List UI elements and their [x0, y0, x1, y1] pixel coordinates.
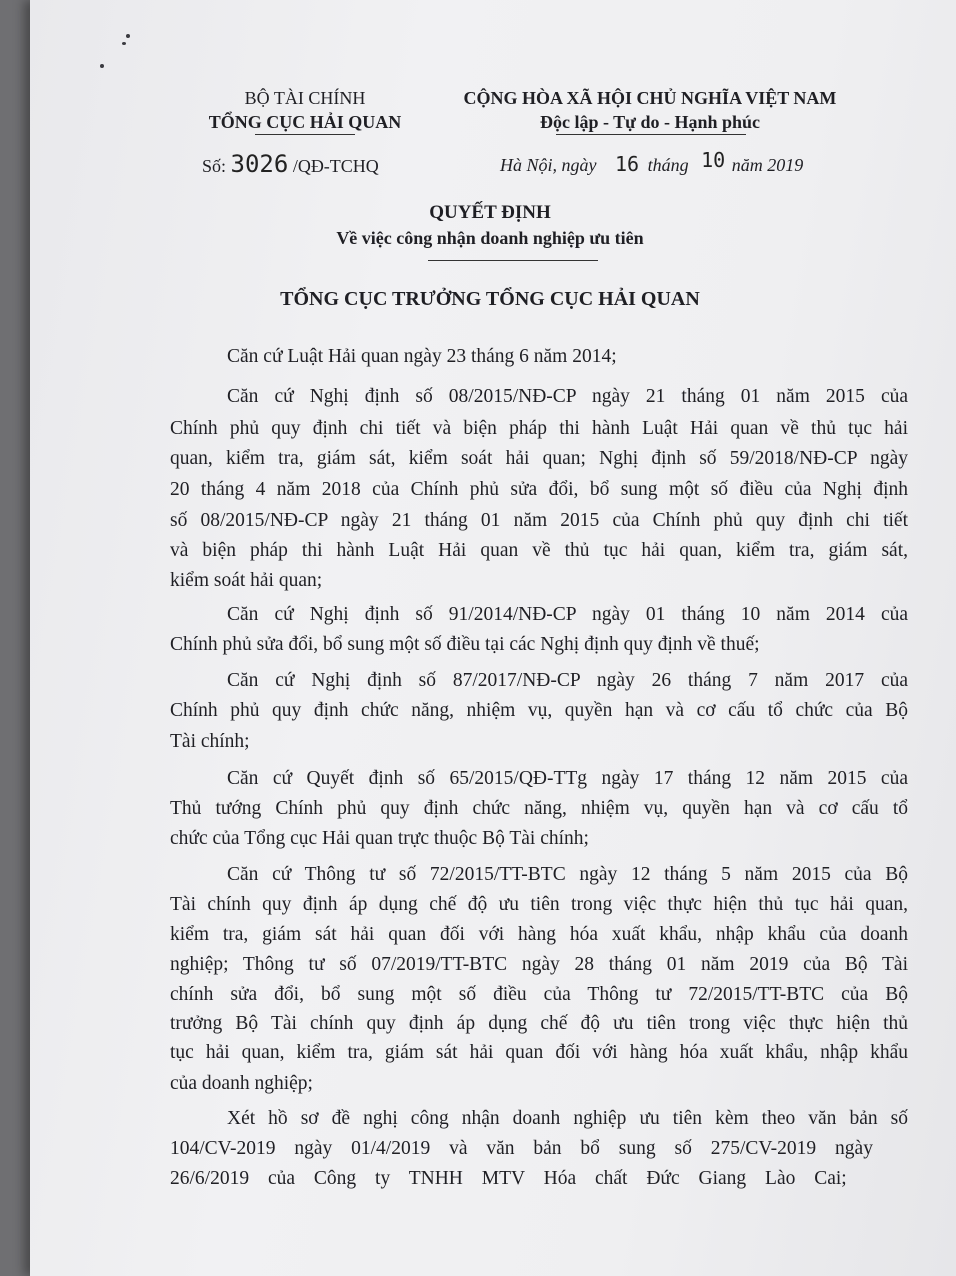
issue-date [500, 148, 804, 176]
header-left-underline [255, 134, 355, 135]
body-text-line: Tài chính quy định áp dụng chế độ ưu tiên trong việc thực hiện thủ tục hải quan, [170, 894, 908, 915]
document-subject: Về việc công nhận doanh nghiệp ưu tiên [336, 228, 644, 248]
body-text-line: Chính phủ quy định chức năng, nhiệm vụ, quyền hạn và cơ cấu tổ chức của Bộ [170, 700, 908, 721]
issuing-authority: TỔNG CỤC TRƯỞNG TỔNG CỤC HẢI QUAN [280, 288, 700, 310]
body-text-line: nghiệp; Thông tư số 07/2019/TT-BTC ngày 28 tháng 01 năm 2019 của Bộ Tài [170, 954, 908, 975]
subject-underline [428, 260, 598, 261]
document-number [202, 150, 379, 178]
body-text-line: Căn cứ Quyết định số 65/2015/QĐ-TTg ngày 17 tháng 12 năm 2015 của [227, 768, 908, 789]
body-text-line: chính sửa đổi, bổ sung một số điều của Thông tư 72/2015/TT-BTC của Bộ [170, 984, 908, 1005]
national-motto: Độc lập - Tự do - Hạnh phúc [539, 112, 761, 132]
body-text-line: kiểm soát hải quan; [170, 570, 323, 591]
body-text-line: Tài chính; [170, 731, 250, 752]
header-left [190, 86, 420, 134]
body-text-line: số 08/2015/NĐ-CP ngày 21 tháng 01 năm 2015 của Chính phủ quy định chi tiết [170, 510, 908, 531]
body-text-line: của doanh nghiệp; [170, 1073, 313, 1094]
body-text-line: 20 tháng 4 năm 2018 của Chính phủ sửa đổi, bổ sung một số điều của Nghị định [170, 479, 908, 500]
date-month: 10 [701, 148, 726, 172]
body-text-line: Thủ tướng Chính phủ quy định chức năng, nhiệm vụ, quyền hạn và cơ cấu tổ [170, 798, 908, 819]
body-text-line: Căn cứ Thông tư số 72/2015/TT-BTC ngày 12 tháng 5 năm 2015 của Bộ [227, 864, 908, 885]
header-right [450, 86, 850, 134]
body-text-line: Căn cứ Nghị định số 91/2014/NĐ-CP ngày 01 tháng 10 năm 2014 của [227, 604, 908, 625]
department-name: TỔNG CỤC HẢI QUAN [208, 112, 402, 132]
body-text-line: chức của Tổng cục Hải quan trực thuộc Bộ Tài chính; [170, 828, 589, 849]
body-text-line: Chính phủ sửa đổi, bổ sung một số điều tại các Nghị định quy định về thuế; [170, 634, 760, 655]
document-page [30, 0, 956, 1276]
date-year: năm 2019 [731, 155, 804, 175]
date-day: 16 [615, 152, 640, 176]
ministry-name: BỘ TÀI CHÍNH [244, 88, 366, 108]
body-text-line: Căn cứ Nghị định số 87/2017/NĐ-CP ngày 26 tháng 7 năm 2017 của [227, 670, 908, 691]
body-text-line: trưởng Bộ Tài chính quy định áp dụng chế độ ưu tiên trong việc thực hiện thủ [170, 1013, 908, 1034]
body-text-line: tục hải quan, kiểm tra, giám sát hải quan đối với hàng hóa xuất khẩu, nhập khẩu [170, 1042, 908, 1063]
punch-mark [100, 64, 104, 68]
punch-mark [122, 42, 126, 45]
body-text-line: Chính phủ quy định chi tiết và biện pháp thi hành Luật Hải quan về thủ tục hải [170, 418, 908, 439]
body-text-line: và biện pháp thi hành Luật Hải quan về thủ tục hải quan, kiểm tra, giám sát, [170, 540, 908, 561]
body-text-line: 26/6/2019 của Công ty TNHH MTV Hóa chất Đức Giang Lào Cai; [170, 1168, 847, 1189]
country-name: CỘNG HÒA XÃ HỘI CHỦ NGHĨA VIỆT NAM [463, 88, 837, 108]
punch-mark [126, 34, 130, 38]
date-month-label: tháng [647, 155, 689, 175]
body-text-line: Căn cứ Nghị định số 08/2015/NĐ-CP ngày 21 tháng 01 năm 2015 của [227, 386, 908, 407]
number-suffix: /QĐ-TCHQ [292, 156, 379, 176]
body-text-line: 104/CV-2019 ngày 01/4/2019 và văn bản bổ sung số 275/CV-2019 ngày [170, 1138, 873, 1159]
date-place: Hà Nội, ngày [500, 155, 597, 175]
number-prefix: Số: [202, 156, 227, 176]
body-text-line: Căn cứ Luật Hải quan ngày 23 tháng 6 năm 2014; [227, 346, 617, 367]
number-handwritten: 3026 [230, 150, 289, 178]
body-text-line: quan, kiểm tra, giám sát, kiểm soát hải quan; Nghị định số 59/2018/NĐ-CP ngày [170, 448, 908, 469]
body-text-line: kiểm tra, giám sát hải quan đối với hàng hóa xuất khẩu, nhập khẩu của doanh [170, 924, 908, 945]
header-right-underline [556, 134, 746, 135]
document-type: QUYẾT ĐỊNH [429, 202, 551, 223]
body-text-line: Xét hồ sơ đề nghị công nhận doanh nghiệp ưu tiên kèm theo văn bản số [227, 1108, 908, 1129]
